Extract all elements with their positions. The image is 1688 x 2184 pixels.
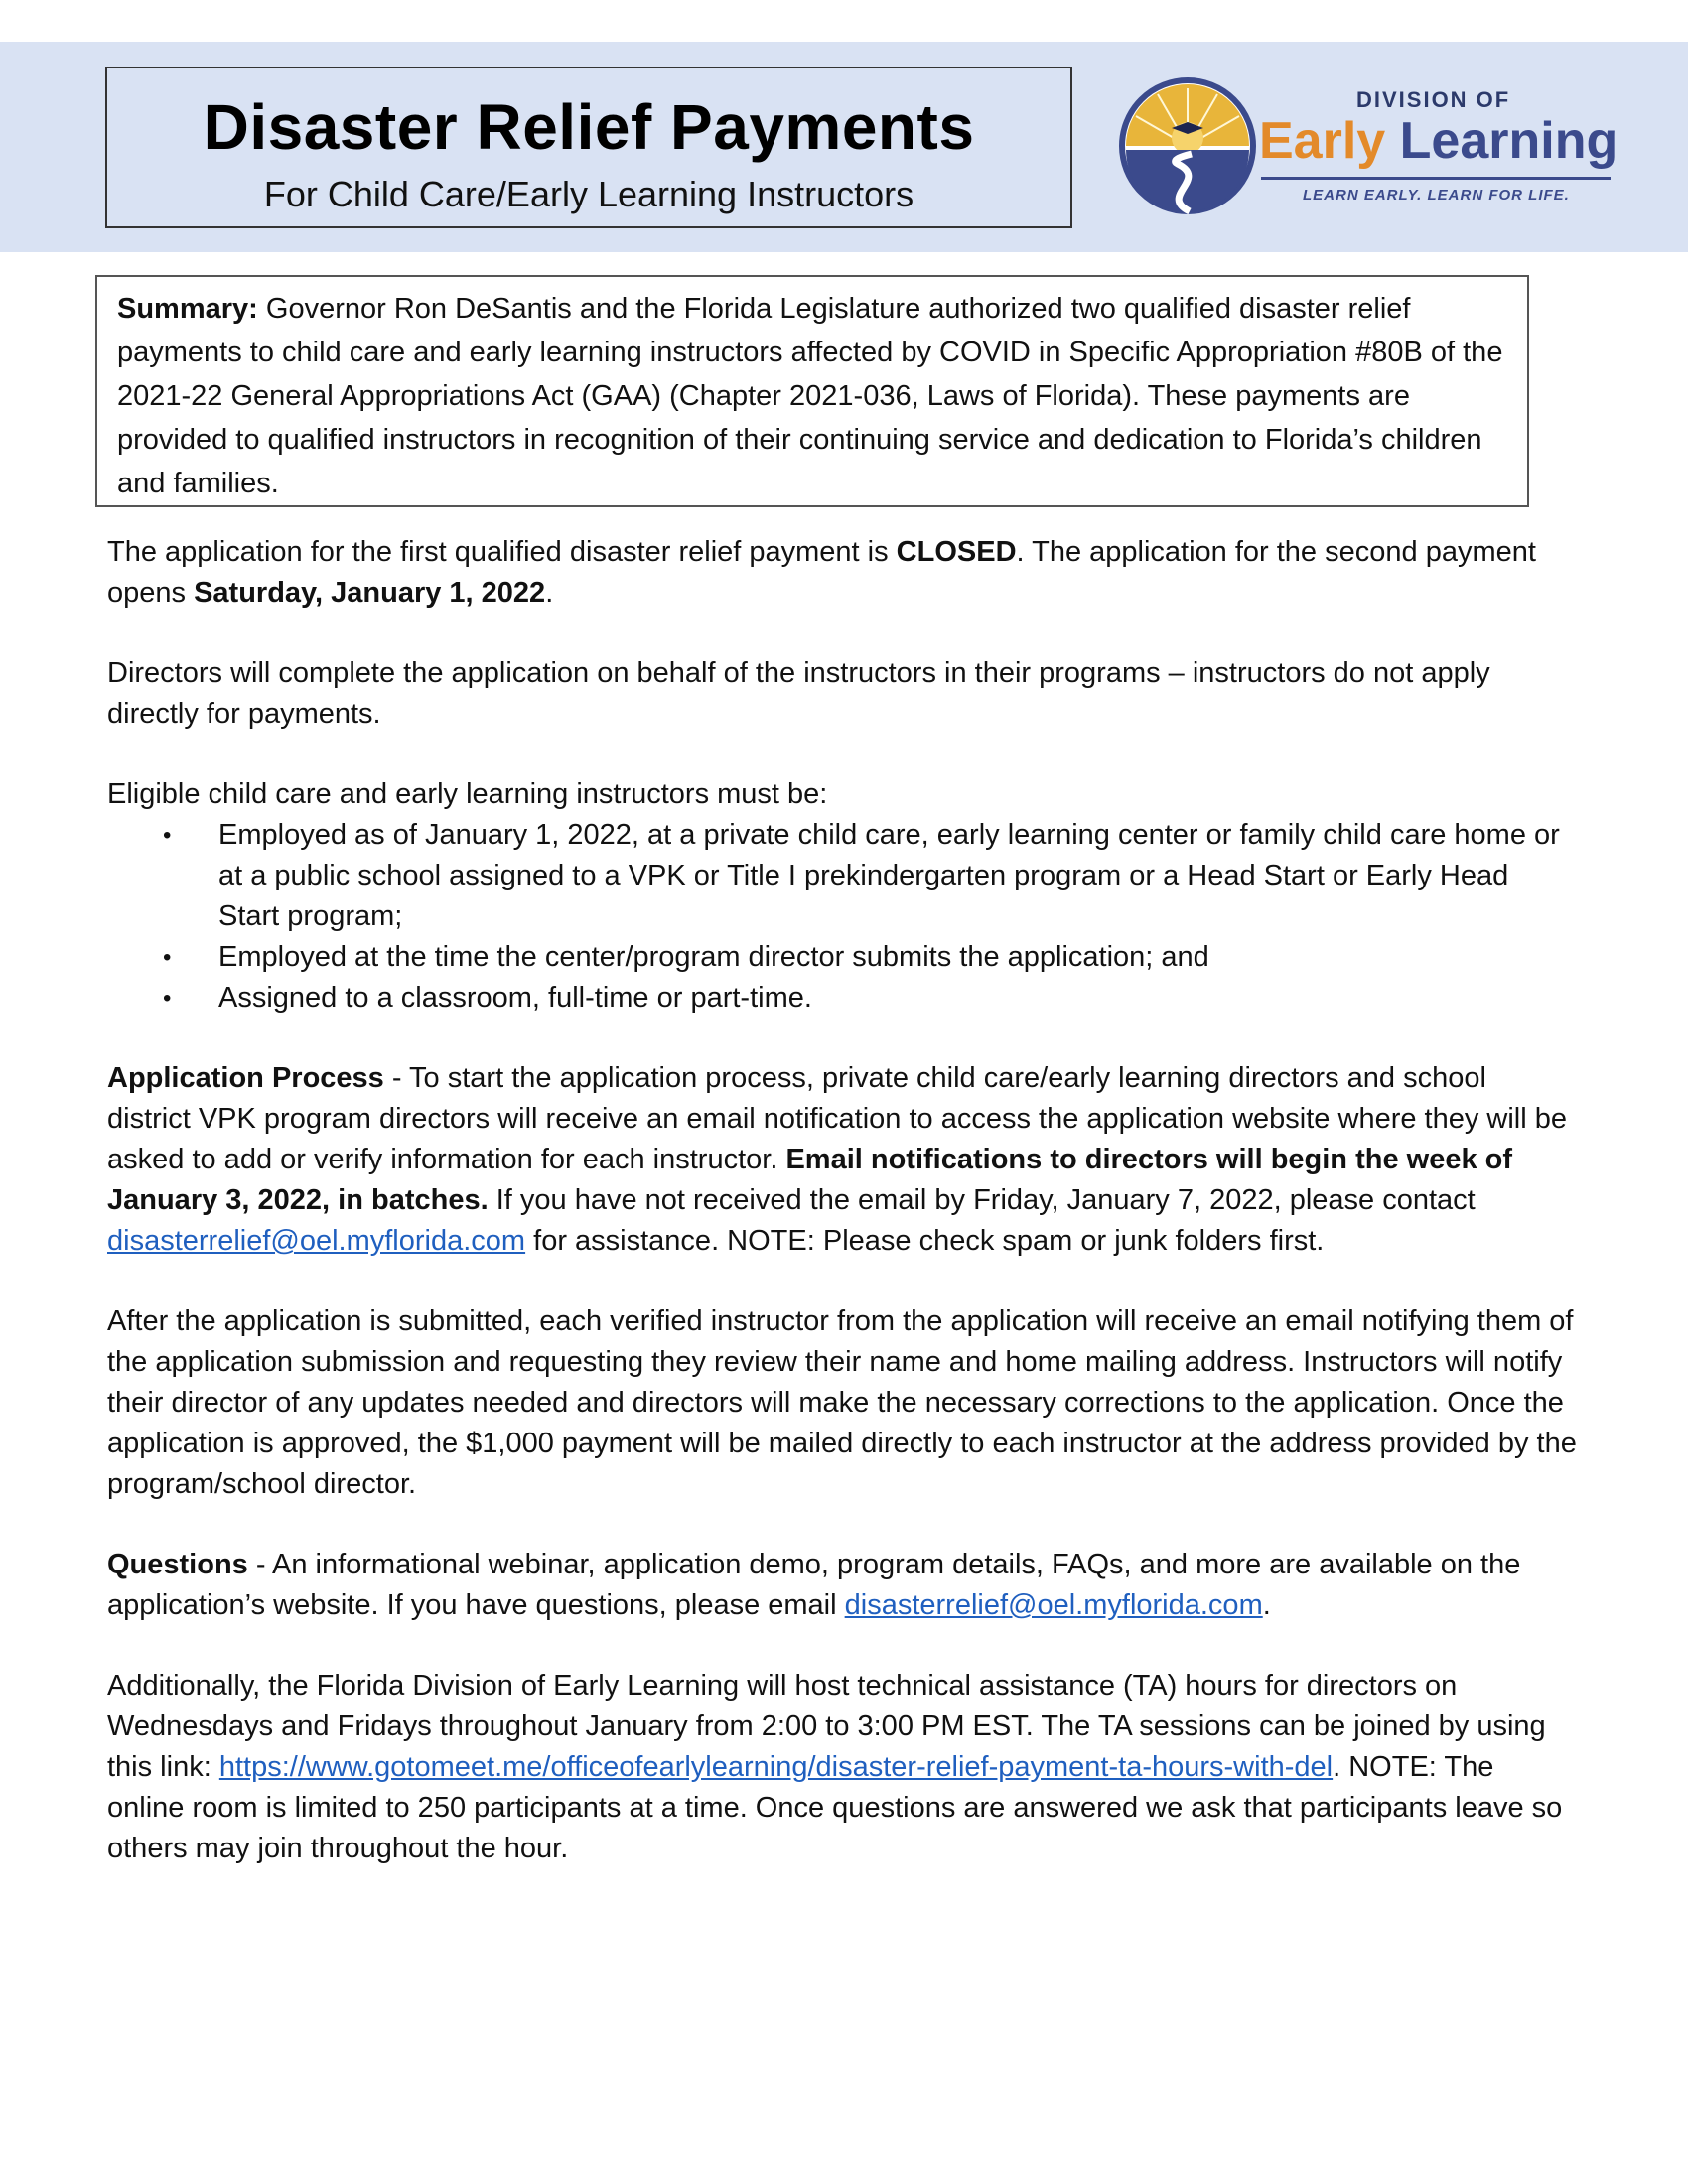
bullet-icon: • [163, 944, 172, 971]
status-text-3: . [545, 577, 554, 609]
list-item [107, 978, 1577, 1019]
bullet-icon: • [163, 985, 172, 1012]
questions-paragraph [107, 1545, 1577, 1626]
ta-hours-paragraph [107, 1666, 1577, 1869]
sun-road-emblem-icon [1118, 76, 1257, 215]
page-subtitle: For Child Care/Early Learning Instructors [263, 174, 914, 214]
status-text-1: The application for the first qualified disaster relief payment is [107, 536, 897, 568]
application-status-paragraph [107, 532, 1577, 614]
list-item [107, 937, 1577, 978]
application-process-paragraph [107, 1058, 1577, 1262]
questions-label: Questions [107, 1549, 248, 1580]
summary-text: Governor Ron DeSantis and the Florida Legislature authorized two qualified disaster relief payments to child care and early learning instructors affected by COVID in Specific Appropriation #80B of the 2021-22 General Appropriations Act (GAA) (Chapter 2021-036, Laws of Florida). These payments are provided to qualified instructors in recognition of their continuing service and dedication to Florida’s children and families. [117, 293, 1503, 499]
bullet-icon: • [163, 822, 172, 849]
logo-name [1259, 111, 1618, 171]
division-logo [1118, 71, 1618, 220]
status-closed: CLOSED [896, 536, 1017, 568]
email-link[interactable]: disasterrelief@oel.myflorida.com [844, 1589, 1263, 1621]
title-box [105, 67, 1072, 228]
after-submission-paragraph: After the application is submitted, each verified instructor from the application will receive an email notifying them of the application submission and requesting they review their name and home mailing address. Instructors will notify their director of any updates needed and directors will make the necessary corrections to the application. Once the application is approved, the $1,000 payment will be mailed directly to each instructor at the address provided by the program/school director. [107, 1305, 1577, 1500]
status-text-2: . The application for the second payment opens [107, 536, 1536, 609]
list-item [107, 815, 1577, 937]
logo-name-early: Early [1259, 112, 1400, 170]
summary-box [95, 275, 1529, 507]
email-link[interactable]: disasterrelief@oel.myflorida.com [107, 1225, 526, 1257]
process-text-1: - To start the application process, private child care/early learning directors and school district VPK program directors will receive an email notification to access the application website where they will be asked to add or verify information for each instructor. [107, 1062, 1567, 1175]
ta-session-link[interactable]: https://www.gotomeet.me/officeofearlylearning/disaster-relief-payment-ta-hours-with-del [218, 1751, 1334, 1783]
questions-text-2: . [1262, 1589, 1271, 1621]
status-open-date: Saturday, January 1, 2022 [194, 577, 546, 609]
directors-paragraph: Directors will complete the application on behalf of the instructors in their programs – instructors do not apply directly for payments. [107, 657, 1490, 730]
logo-name-learning: Learning [1399, 112, 1618, 170]
document-body [107, 532, 1577, 1909]
list-item-text: Employed at the time the center/program director submits the application; and [218, 941, 1209, 973]
eligibility-intro: Eligible child care and early learning instructors must be: [107, 778, 828, 810]
process-label: Application Process [107, 1062, 384, 1094]
logo-division-text: DIVISION OF [1356, 87, 1511, 112]
list-item-text: Employed as of January 1, 2022, at a private child care, early learning center or family child care home or at a public school assigned to a VPK or Title I prekindergarten program or a Head Start or Early Head Start program; [218, 819, 1560, 932]
ta-text-1: Additionally, the Florida Division of Early Learning will host technical assistance (TA) hours for directors on Wednesdays and Fridays throughout January from 2:00 to 3:00 PM EST. The TA sessions can be joined by using this link: [107, 1670, 1546, 1783]
eligibility-list [107, 815, 1577, 1019]
questions-text-1: - An informational webinar, application demo, program details, FAQs, and more are available on the application’s website. If you have questions, please email [107, 1549, 1521, 1621]
ta-text-2: . NOTE: The online room is limited to 250 participants at a time. Once questions are answered we ask that participants leave so others may join throughout the hour. [107, 1751, 1563, 1864]
logo-divider [1261, 177, 1611, 180]
logo-tagline: LEARN EARLY. LEARN FOR LIFE. [1303, 187, 1570, 204]
page-title: Disaster Relief Payments [203, 91, 975, 163]
list-item-text: Assigned to a classroom, full-time or part-time. [218, 982, 812, 1014]
summary-label: Summary: [117, 293, 258, 325]
process-notice: Email notifications to directors will begin the week of January 3, 2022, in batches. [107, 1144, 1513, 1216]
process-text-3: for assistance. NOTE: Please check spam or junk folders first. [525, 1225, 1325, 1257]
process-text-2: If you have not received the email by Friday, January 7, 2022, please contact [488, 1184, 1476, 1216]
